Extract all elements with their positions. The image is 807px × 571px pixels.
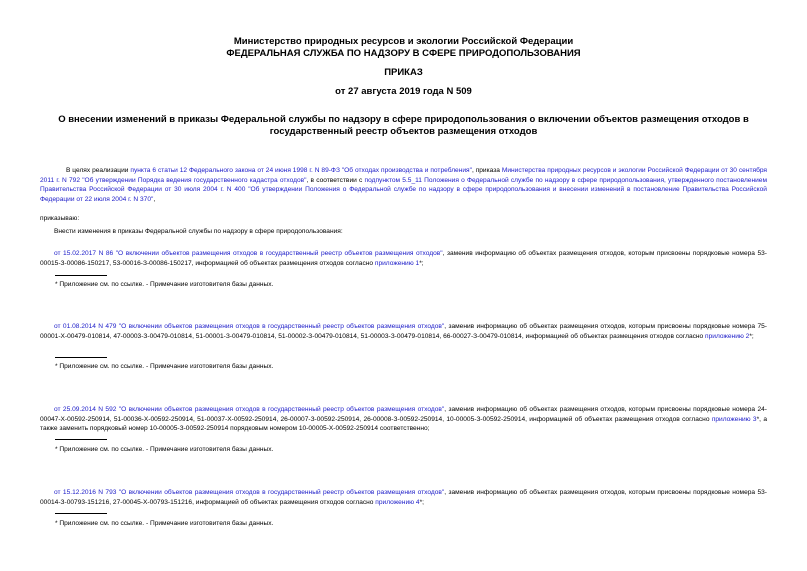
- appendix-4-link[interactable]: приложению 4: [375, 498, 420, 506]
- preamble-paragraph: [40, 166, 767, 204]
- ministry-order-link[interactable]: Министерства природных ресурсов и экологии Российской Федерации от 30 сентября 2011 г. N 792 "Об утверждении Порядка ведения государственного кадастра отходов": [40, 167, 768, 184]
- federal-law-link[interactable]: пункта 6 статьи 12 Федерального закона от 24 июня 1998 г. N 89-ФЗ "Об отходах производства и потребления": [130, 167, 472, 174]
- item-1-tail: *;: [419, 259, 424, 267]
- footnote-separator: [55, 439, 107, 440]
- order-479-link[interactable]: от 01.08.2014 N 479 "О включении объектов размещения отходов в государственный реестр объектов размещения отходов": [54, 323, 445, 330]
- preamble-text-2: , приказа: [471, 167, 502, 174]
- preamble-text-4: ,: [153, 195, 156, 203]
- appendix-1-link[interactable]: приложению 1: [374, 259, 420, 267]
- service-name: ФЕДЕРАЛЬНАЯ СЛУЖБА ПО НАДЗОРУ В СФЕРЕ ПРИРОДОПОЛЬЗОВАНИЯ: [226, 48, 581, 59]
- footnote-separator: [55, 357, 107, 358]
- item-4-tail: *;: [419, 498, 424, 506]
- footnote-separator: [55, 275, 107, 276]
- amendment-item-4: [40, 488, 767, 507]
- document-date-number: от 27 августа 2019 года N 509: [335, 86, 472, 97]
- footnote-1: * Приложение см. по ссылке. - Примечание изготовителя базы данных.: [55, 281, 274, 288]
- order-86-link[interactable]: от 15.02.2017 N 86 "О включении объектов размещения отходов в государственный реестр объектов размещения отходов": [54, 250, 443, 257]
- amendment-item-3: [40, 405, 767, 434]
- regulation-subparagraph-link[interactable]: подпунктом 5.5_11 Положения о Федеральной службе по надзору в сфере природопользования, утвержденного постановлением Правительства Российской Федерации от 30 июля 2004 г. N 400 "Об утверждении Положения о Федеральной службе по надзору в сфере природопользования и внесении изменений в постановление Правительства Российской Федерации от 22 июля 2004 г. N 370": [40, 176, 767, 203]
- appendix-3-link[interactable]: приложению 3: [711, 415, 757, 423]
- order-word: приказываю:: [40, 215, 80, 222]
- footnote-3: * Приложение см. по ссылке. - Примечание изготовителя базы данных.: [55, 446, 274, 453]
- footnote-2: * Приложение см. по ссылке. - Примечание изготовителя базы данных.: [55, 363, 274, 370]
- item-4-text: , заменив информацию об объектах размещения отходов, которым присвоены порядковые номера 53-00014-З-00793-151216, 27-00045-Х-00793-151216, информацией об объектах размещения отходов согласно: [40, 489, 767, 506]
- order-592-link[interactable]: от 25.09.2014 N 592 "О включении объектов размещения отходов в государственный реестр объектов размещения отходов": [54, 406, 445, 413]
- preamble-text-1: В целях реализации: [66, 167, 131, 174]
- intro-paragraph: Внести изменения в приказы Федеральной службы по надзору в сфере природопользования:: [54, 228, 343, 235]
- appendix-2-link[interactable]: приложению 2: [705, 332, 750, 340]
- ministry-name: Министерство природных ресурсов и экологии Российской Федерации: [233, 36, 574, 47]
- footnote-4: * Приложение см. по ссылке. - Примечание изготовителя базы данных.: [55, 520, 274, 527]
- item-2-tail: *;: [749, 332, 754, 340]
- item-3-text: , заменив информацию об объектах размещения отходов, которым присвоены порядковые номера 24-00047-Х-00592-250914, 51-00036-Х-00592-250914, 51-00037-Х-00592-250914, 26-00007-З-00592-250914, 26-00008-З-00592-250914, 10-00005-З-00592-250914, информацией об объектах размещения отходов согласно: [40, 406, 767, 423]
- amendment-item-2: [40, 322, 767, 341]
- item-3-tail: *, а также заменить порядковый номер 10-00005-З-00592-250914 порядковым номером 10-00005-Х-00592-250914 соответственно;: [40, 415, 767, 433]
- item-1-text: , заменив информацию об объектах размещения отходов, которым присвоены порядковые номера 53-00015-З-00086-150217, 53-00016-З-00086-150217, информацией об объектах размещения отходов согласно: [40, 250, 767, 267]
- document-title: О внесении изменений в приказы Федеральной службы по надзору в сфере природопользования о включении объектов размещения отходов в государственный реестр объектов размещения отходов: [58, 114, 749, 137]
- item-2-text: , заменив информацию об объектах размещения отходов, которым присвоены порядковые номера 75-00001-Х-00479-010814, 47-00003-З-00479-010814, 51-00001-З-00479-010814, 51-00002-З-00479-010814, 51-00003-З-00479-010814, 66-00027-З-00479-010814, информацией об объектах размещения отходов согласно: [40, 323, 767, 340]
- preamble-text-3: , в соответствии с: [306, 176, 365, 184]
- document-type: ПРИКАЗ: [384, 67, 423, 78]
- footnote-separator: [55, 513, 107, 514]
- order-793-link[interactable]: от 15.12.2016 N 793 "О включении объектов размещения отходов в государственный реестр объектов размещения отходов": [54, 489, 445, 496]
- amendment-item-1: [40, 249, 767, 268]
